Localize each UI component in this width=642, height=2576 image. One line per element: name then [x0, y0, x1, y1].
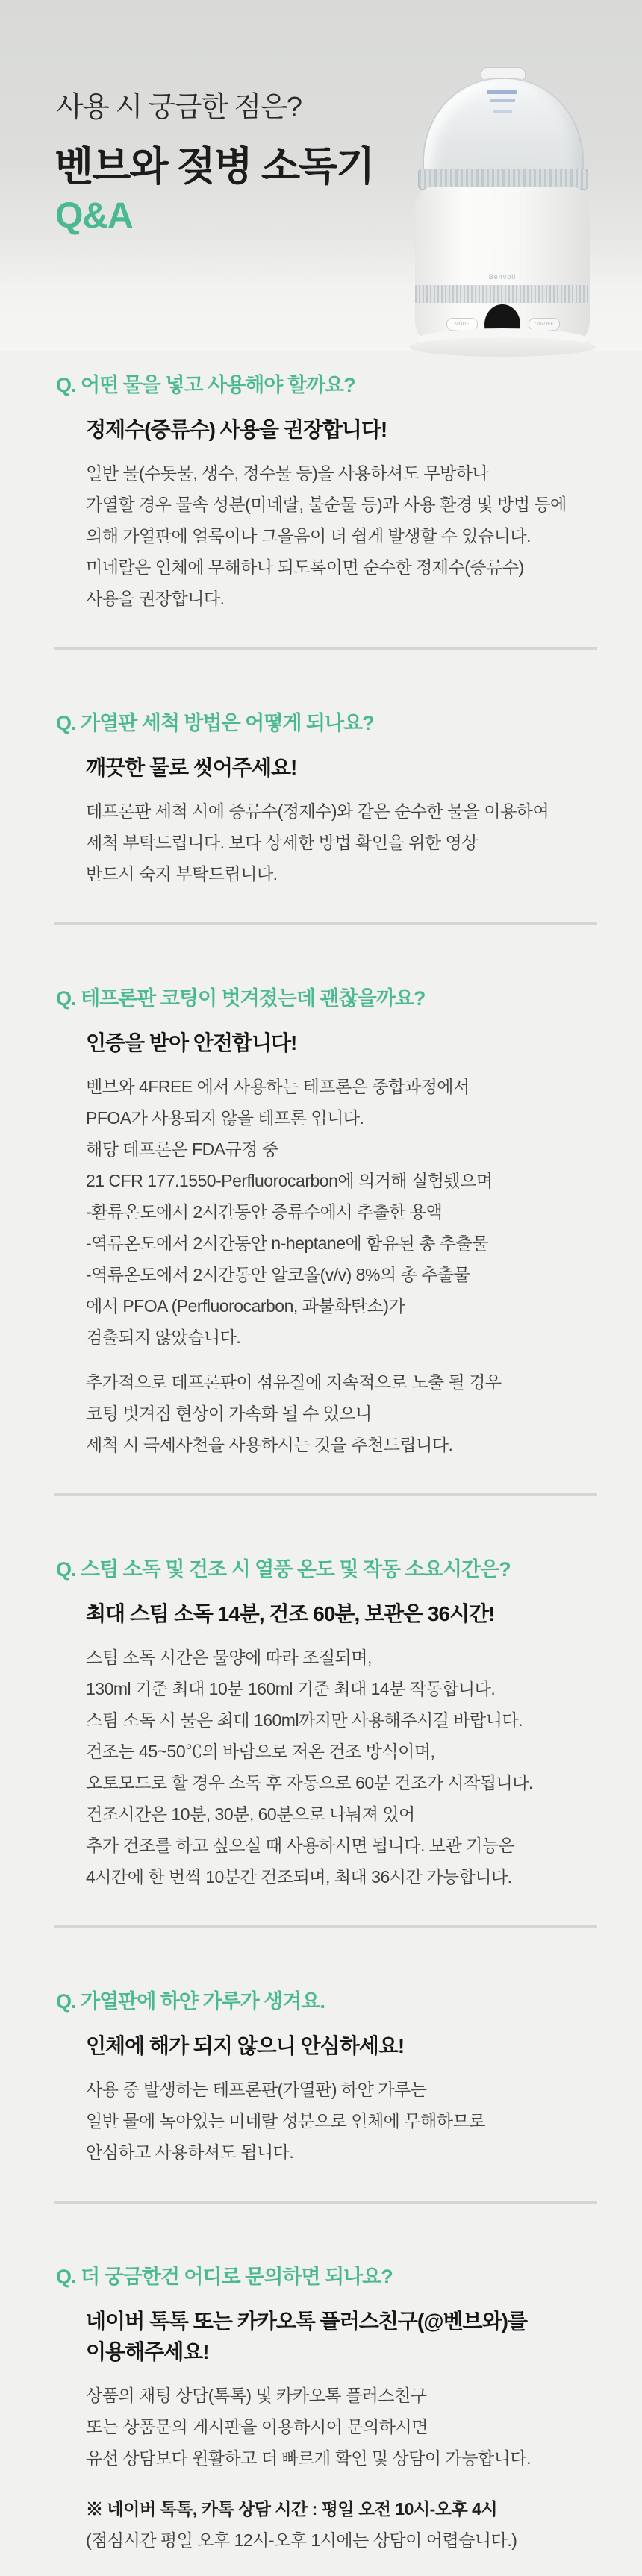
- faq-section: [56, 373, 642, 614]
- faq-question: Q. 스팀 소독 및 건조 시 열풍 온도 및 작동 소요시간은?: [56, 1557, 511, 1581]
- faq-body-line: -환류온도에서 2시간동안 증류수에서 추출한 용액: [86, 1201, 443, 1222]
- faq-answer-paragraph: [86, 2380, 642, 2474]
- faq-section: [56, 711, 642, 890]
- faq-body-line: 사용 중 발생하는 테프론판(가열판) 하얀 가루는: [86, 2079, 427, 2099]
- section-divider: [54, 1925, 597, 1928]
- faq-body-line: 스팀 소독 시간은 물양에 따라 조절되며,: [86, 1647, 372, 1667]
- faq-body-line: 세척 시 극세사천을 사용하시는 것을 추천드립니다.: [86, 1434, 453, 1454]
- section-divider: [54, 2201, 597, 2204]
- product-photo: [415, 43, 594, 348]
- header-eyebrow: 사용 시 궁금한 점은?: [56, 92, 302, 123]
- section-divider: [54, 1493, 597, 1496]
- faq-body-line: 130ml 기준 최대 10분 160ml 기준 최대 14분 작동합니다.: [86, 1678, 496, 1698]
- faq-body-line: 추가적으로 테프론판이 섬유질에 지속적으로 노출 될 경우: [86, 1372, 502, 1392]
- faq-body-line: 또는 상품문의 게시판을 이용하시어 문의하시면: [86, 2416, 428, 2436]
- faq-question: Q. 어떤 물을 넣고 사용해야 할까요?: [56, 374, 355, 396]
- product-body: [415, 187, 590, 348]
- faq-body-line: 21 CFR 177.1550-Perfluorocarbon에 의거해 실험됐으며: [86, 1170, 493, 1190]
- faq-body-line: 가열할 경우 물속 성분(미네랄, 불순물 등)과 사용 환경 및 방법 등에: [86, 494, 567, 514]
- faq-body-line: 안심하고 사용하셔도 됩니다.: [86, 2142, 294, 2162]
- faq-answer-title: [86, 753, 642, 784]
- faq-body-line: -역류온도에서 2시간동안 n-heptane에 함유된 총 추출물: [86, 1233, 488, 1253]
- product-dome-content: [487, 90, 517, 94]
- faq-body-line: 코팅 벗겨짐 현상이 가속화 될 수 있으니: [86, 1403, 372, 1423]
- faq-body-line: 스팀 소독 시 물은 최대 160ml까지만 사용해주시길 바랍니다.: [86, 1710, 523, 1730]
- faq-answer-title: [86, 1599, 642, 1630]
- qa-badge: Q&A: [55, 196, 133, 236]
- faq-body-line: 일반 물(수돗물, 생수, 정수물 등)을 사용하셔도 무방하나: [86, 463, 489, 483]
- faq-body-line: 미네랄은 인체에 무해하나 되도록이면 순수한 정제수(증류수): [86, 557, 524, 577]
- faq-question: Q. 테프론판 코팅이 벗겨졌는데 괜찮을까요?: [56, 987, 426, 1010]
- faq-section: [56, 1557, 642, 1892]
- faq-answer-paragraph: [86, 2074, 642, 2168]
- page-title: 벤브와 젖병 소독기: [54, 144, 374, 189]
- product-brand-logo: Benvoli: [488, 273, 517, 281]
- faq-answer-paragraph: [86, 1071, 642, 1353]
- faq-answer-title: [86, 1028, 642, 1059]
- product-dome-content: [490, 99, 515, 102]
- product-power-button: ON/OFF: [529, 318, 560, 331]
- faq-answer-paragraph: [86, 1366, 642, 1460]
- answer-title-line: 네이버 톡톡 또는 카카오톡 플러스친구(@벤브와)를: [86, 2310, 528, 2333]
- answer-title-line: 깨끗한 물로 씻어주세요!: [86, 756, 297, 780]
- faq-body-line: 반드시 숙지 부탁드립니다.: [86, 863, 278, 884]
- faq-note-bold: ※ 네이버 톡톡, 카톡 상담 시간 : 평일 오전 10시-오후 4시: [86, 2498, 498, 2519]
- faq-body-line: 추가 건조를 하고 싶으실 때 사용하시면 됩니다. 보관 기능은: [86, 1835, 515, 1855]
- answer-title-line: 최대 스팀 소독 14분, 건조 60분, 보관은 36시간!: [86, 1602, 495, 1626]
- faq-body-line: -역류온도에서 2시간동안 알코올(v/v) 8%의 총 추출물: [86, 1264, 470, 1284]
- faq-note-regular: (점심시간 평일 오후 12시-오후 1시에는 상담이 어렵습니다.): [86, 2530, 517, 2550]
- section-divider: [54, 922, 597, 925]
- header-banner: [0, 0, 642, 351]
- faq-body-line: 건조시간은 10분, 30분, 60분으로 나눠져 있어: [86, 1804, 415, 1824]
- faq-question: Q. 가열판에 하얀 가루가 생겨요.: [56, 1989, 325, 2013]
- answer-title-line: 정제수(증류수) 사용을 권장합니다!: [86, 418, 387, 442]
- faq-body-line: 유선 상담보다 원활하고 더 빠르게 확인 및 상담이 가능합니다.: [86, 2448, 531, 2468]
- faq-body-line: 테프론판 세척 시에 증류수(정제수)와 같은 순수한 물을 이용하여: [86, 801, 549, 821]
- answer-title-line: 인증을 받아 안전합니다!: [86, 1031, 297, 1055]
- faq-body-line: 벤브와 4FREE 에서 사용하는 테프론은 중합과정에서: [86, 1076, 470, 1096]
- answer-title-line: 인체에 해가 되지 않으니 안심하세요!: [86, 2034, 405, 2058]
- faq-body-line: 상품의 채팅 상담(톡톡) 및 카카오톡 플러스친구: [86, 2385, 427, 2405]
- faq-section: [56, 1989, 642, 2168]
- faq-body-line: 사용을 권장합니다.: [86, 588, 225, 608]
- product-ribbed-band: [415, 285, 590, 303]
- faq-body-line: 세척 부탁드립니다. 보다 상세한 방법 확인을 위한 영상: [86, 832, 478, 852]
- faq-question: Q. 가열판 세척 방법은 어떻게 되나요?: [56, 711, 374, 734]
- answer-title-line: 이용해주세요!: [86, 2339, 209, 2363]
- faq-body-line: 의해 가열판에 얼룩이나 그을음이 더 쉽게 발생할 수 있습니다.: [86, 525, 531, 545]
- product-dome-content: [493, 110, 512, 113]
- faq-body-line: PFOA가 사용되지 않을 테프론 입니다.: [86, 1107, 364, 1128]
- faq-answer-paragraph: [86, 795, 642, 890]
- section-divider: [54, 647, 597, 650]
- faq-body-line: 검출되지 않았습니다.: [86, 1327, 241, 1347]
- faq-body-line: 해당 테프론은 FDA규정 중: [86, 1139, 278, 1159]
- faq-body-line: 4시간에 한 번씩 10분간 건조되며, 최대 36시간 가능합니다.: [86, 1866, 512, 1886]
- faq-body-line: 건조는 45~50℃의 바람으로 저온 건조 방식이며,: [86, 1741, 435, 1761]
- faq-answer-title: [86, 2307, 642, 2367]
- faq-list: [0, 351, 642, 2556]
- faq-answer-paragraph: [86, 1642, 642, 1892]
- faq-body-line: 일반 물에 녹아있는 미네랄 성분으로 인체에 무해하므로: [86, 2110, 485, 2130]
- faq-answer-title: [86, 2031, 642, 2062]
- faq-body-line: 에서 PFOA (Perfluorocarbon, 과불화탄소)가: [86, 1295, 405, 1316]
- faq-section: [56, 987, 642, 1460]
- product-mode-button: MODE: [446, 318, 478, 331]
- faq-section: [56, 2265, 642, 2556]
- faq-answer-title: [86, 415, 642, 446]
- faq-body-line: 오토모드로 할 경우 소독 후 자동으로 60분 건조가 시작됩니다.: [86, 1772, 533, 1792]
- faq-question: Q. 더 궁금한건 어디로 문의하면 되나요?: [56, 2265, 393, 2288]
- faq-answer-paragraph: [86, 457, 642, 614]
